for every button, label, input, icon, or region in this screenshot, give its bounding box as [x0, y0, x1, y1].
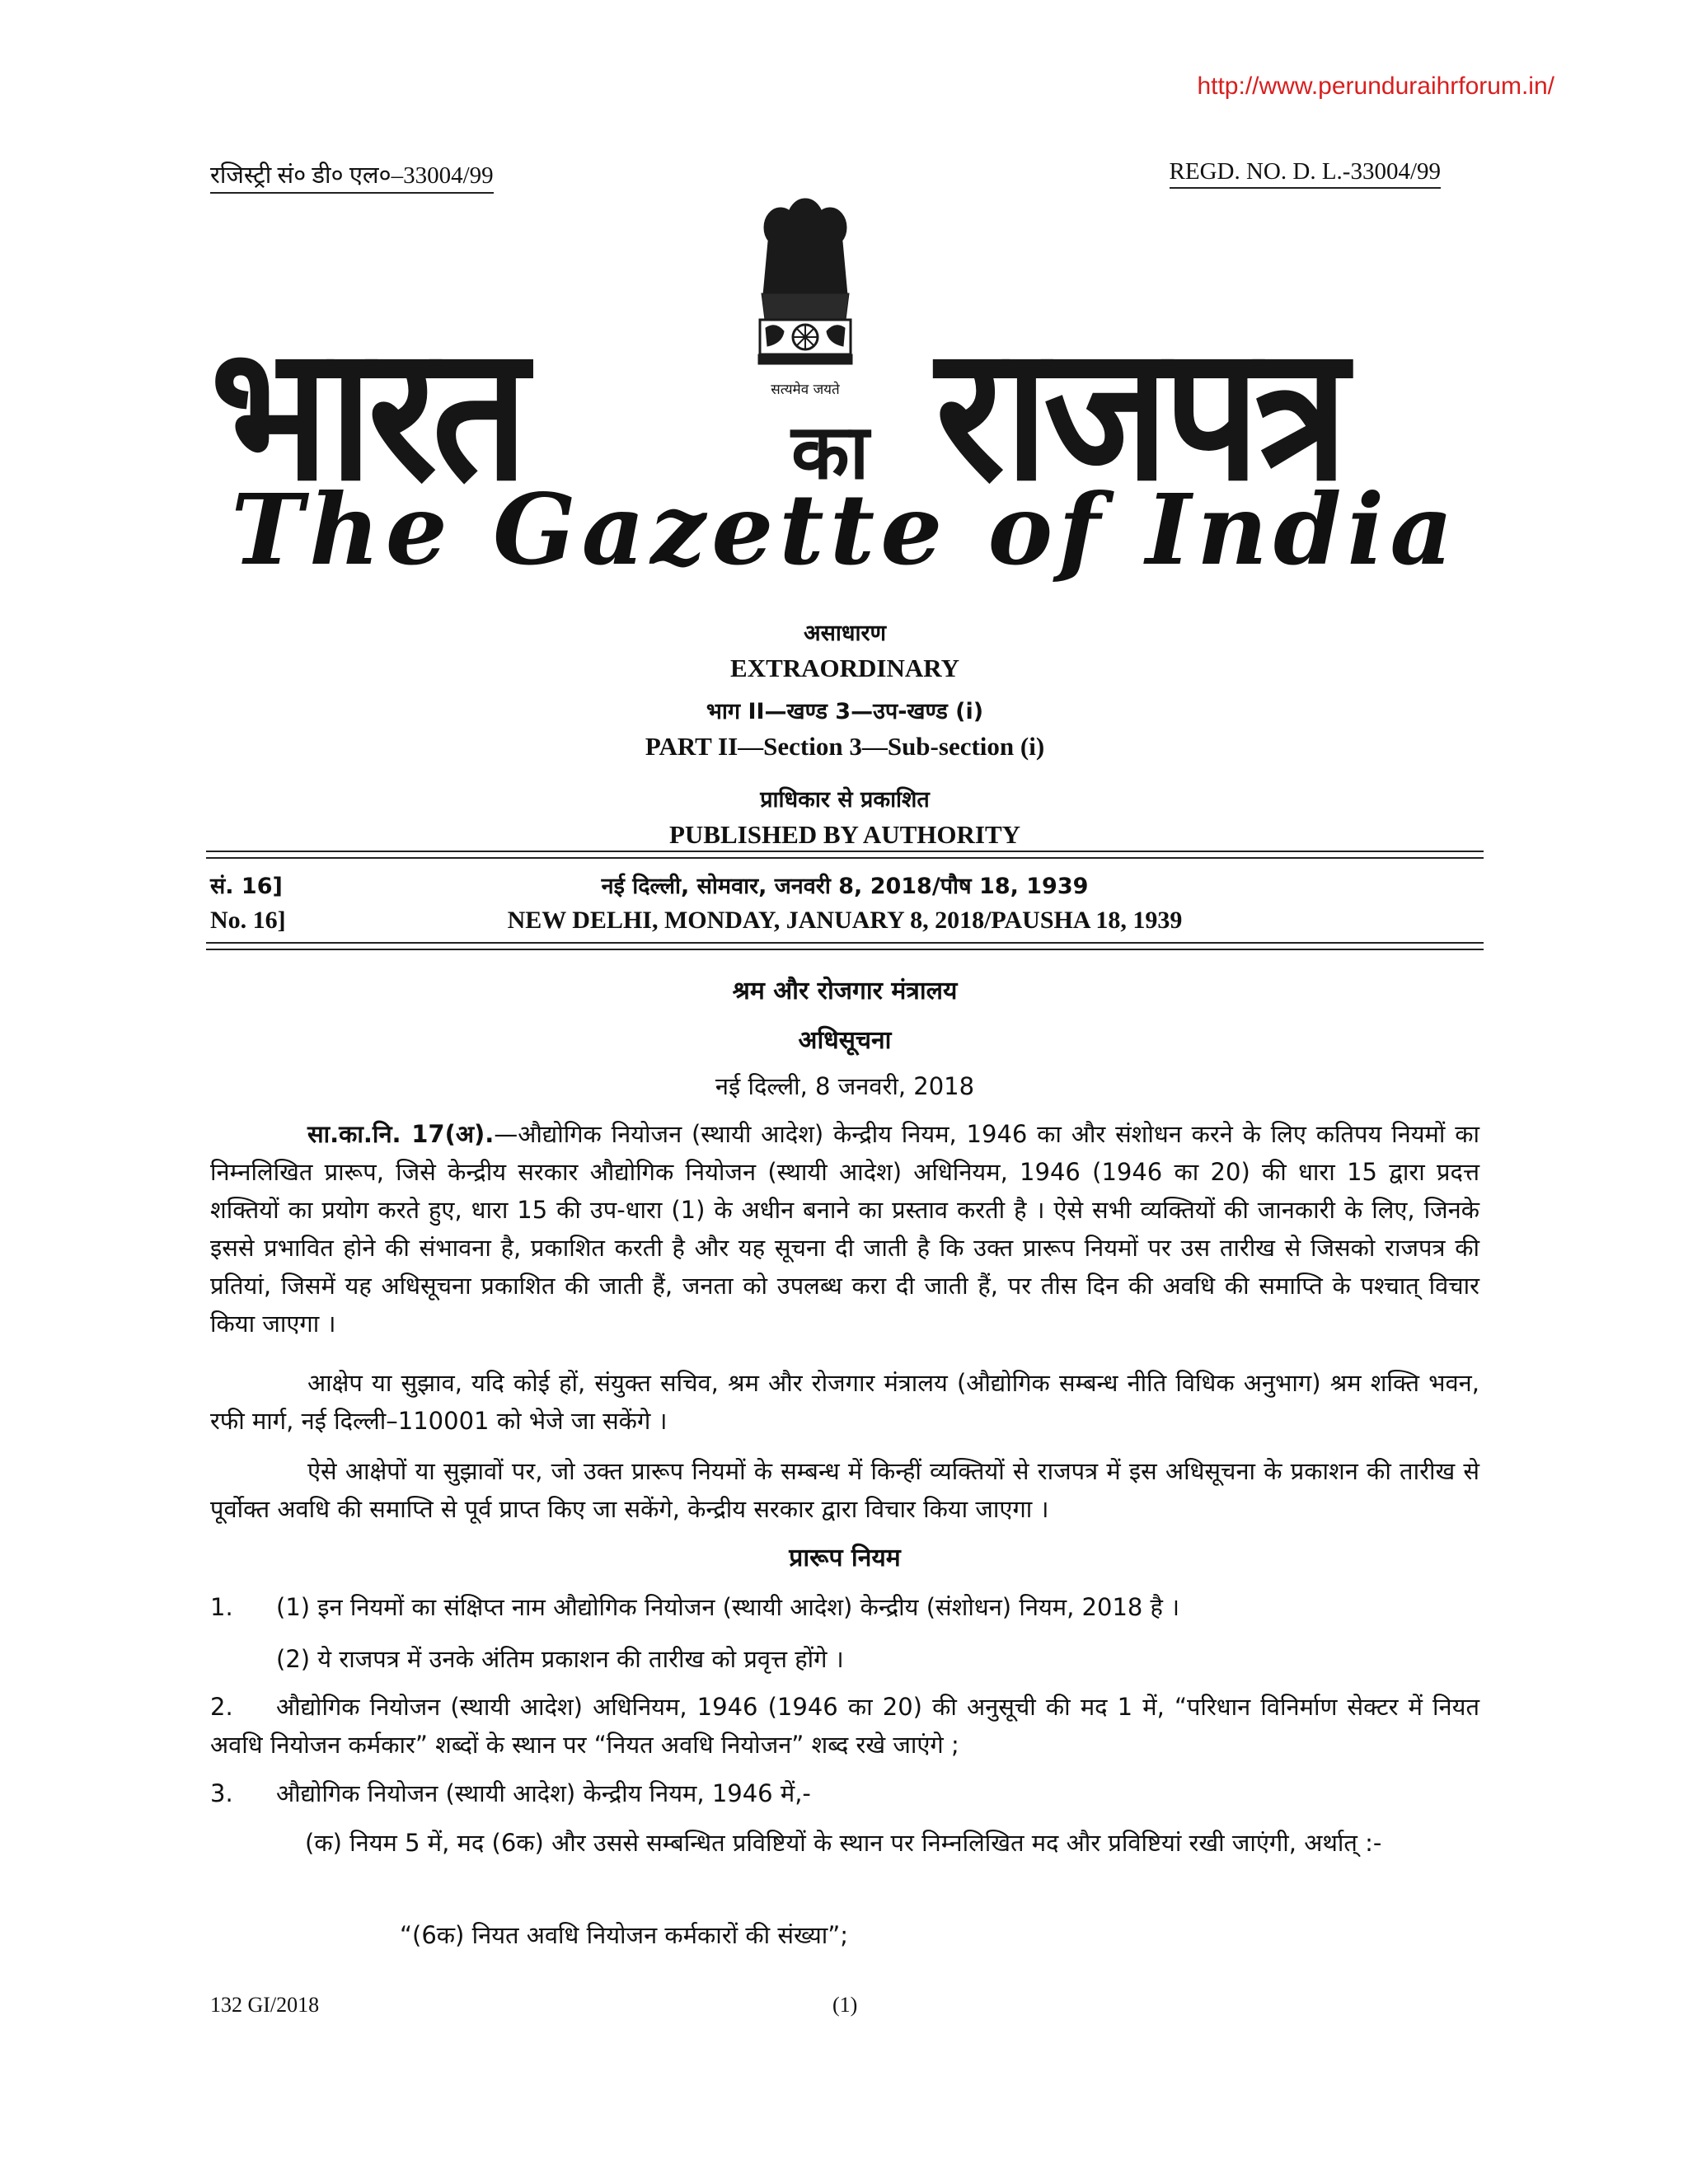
rule-number: 2.: [210, 1693, 233, 1721]
notification-paragraph-3: ऐसे आक्षेपों या सुझावों पर, जो उक्त प्रारूप नियमों के सम्बन्ध में किन्हीं व्यक्तियों से राजपत्र में इस अधिसूचना के प्रकाशन की तारीख से पूर्वोक्त अवधि की समाप्ति से पूर्व प्राप्त किए जा सकेंगे, केन्द्रीय सरकार द्वारा विचार किया जाएगा ।: [210, 1457, 1479, 1523]
emblem-motto: सत्यमेव जयते: [771, 382, 840, 398]
rule-text: (2) ये राजपत्र में उनके अंतिम प्रकाशन की तारीख को प्रवृत्त होंगे ।: [276, 1645, 844, 1673]
rule-text: औद्योगिक नियोजन (स्थायी आदेश) केन्द्रीय नियम, 1946 में,-: [276, 1779, 811, 1807]
issue-date-hindi: नई दिल्ली, सोमवार, जनवरी 8, 2018/पौष 18, 1939: [601, 874, 1089, 899]
issue-number-english: No. 16]: [210, 907, 286, 934]
rule-number: 1.: [210, 1593, 233, 1621]
gsr-number: सा.का.नि. 17(अ).: [307, 1120, 495, 1148]
rule-1-2: [210, 1640, 1479, 1678]
masthead-english: The Gazette of India: [231, 472, 1459, 587]
issue-number-hindi: सं. 16]: [210, 874, 283, 899]
published-by-authority-hindi: प्राधिकार से प्रकाशित: [760, 787, 930, 813]
rule-bottom-2: [206, 949, 1484, 950]
place-date: नई दिल्ली, 8 जनवरी, 2018: [715, 1072, 975, 1100]
rule-3-ka: (क) नियम 5 में, मद (6क) और उससे सम्बन्धित प्रविष्टियों के स्थान पर निम्नलिखित मद और प्रविष्टियां रखी जाएंगी, अर्थात् :-: [305, 1829, 1382, 1857]
draft-rules-title: प्रारूप नियम: [789, 1544, 901, 1572]
page-number: (1): [832, 1993, 858, 2017]
extraordinary-hindi: असाधारण: [803, 621, 887, 646]
rule-3: [210, 1774, 1479, 1812]
issue-date-english: NEW DELHI, MONDAY, JANUARY 8, 2018/PAUSHA 18, 1939: [507, 907, 1183, 934]
rule-text: (1) इन नियमों का संक्षिप्त नाम औद्योगिक नियोजन (स्थायी आदेश) केन्द्रीय (संशोधन) नियम, 2018 है ।: [276, 1593, 1180, 1621]
notification-paragraph-1: [210, 1115, 1479, 1343]
ministry-title: श्रम और रोजगार मंत्रालय: [732, 977, 958, 1005]
issue-line-hindi: [206, 869, 1484, 902]
rule-bottom-1: [206, 942, 1484, 944]
masthead-hindi: [210, 306, 1479, 523]
paragraph-1-text: —औद्योगिक नियोजन (स्थायी आदेश) केन्द्रीय नियम, 1946 का और संशोधन करने के लिए कतिपय नियमों का निम्नलिखित प्रारूप, जिसे केन्द्रीय सरकार औद्योगिक नियोजन (स्थायी आदेश) अधिनियम, 1946 (1946 का 20) की धारा 15 द्वारा प्रदत्त शक्तियों का प्रयोग करते हुए, धारा 15 की उप-धारा (1) के अधीन बनाने का प्रस्ताव करती है । ऐसे सभी व्यक्तियों की जानकारी के लिए, जिनके इससे प्रभावित होने की संभावना है, प्रकाशित करती है और यह सूचना दी जाती है कि उक्त प्रारूप नियमों पर उस तारीख से जिसको राजपत्र की प्रतियां, जिसमें यह अधिसूचना प्रकाशित की जाती हैं, जनता को उपलब्ध करा दी जाती हैं, पर तीस दिन की अवधि की समाप्ति के पश्चात् विचार किया जाएगा ।: [210, 1120, 1479, 1338]
rule-text: औद्योगिक नियोजन (स्थायी आदेश) अधिनियम, 1946 (1946 का 20) की अनुसूची की मद 1 में, “परिधान विनिर्माण सेक्टर में नियत अवधि नियोजन कर्मकार” शब्दों के स्थान पर “नियत अवधि नियोजन” शब्द रखे जाएंगे ;: [210, 1693, 1479, 1759]
masthead-ka: का: [791, 408, 870, 496]
registration-number-hindi: रजिस्ट्री सं० डी० एल०–33004/99: [210, 158, 494, 194]
issue-line-english: [206, 907, 1484, 940]
rule-top-1: [206, 851, 1484, 852]
part-section-english: PART II—Section 3—Sub-section (i): [645, 732, 1045, 761]
rule-3-ka-entry: “(6क) नियत अवधि नियोजन कर्मकारों की संख्या”;: [400, 1921, 849, 1949]
notification-title: अधिसूचना: [798, 1026, 892, 1055]
masthead-bharat: भारत: [210, 306, 523, 523]
masthead-rajpatra: राजपत्र: [935, 306, 1343, 523]
rule-top-2: [206, 857, 1484, 859]
part-section-hindi: भाग II—खण्ड 3—उप-खण्ड (i): [706, 699, 984, 724]
rule-number: 3.: [210, 1779, 233, 1807]
extraordinary-english: EXTRAORDINARY: [730, 654, 959, 682]
source-url-link[interactable]: http://www.perunduraihrforum.in/: [1197, 73, 1554, 100]
footer-code: 132 GI/2018: [210, 1993, 320, 2017]
rule-2: [210, 1688, 1479, 1764]
notification-paragraph-2: आक्षेप या सुझाव, यदि कोई हों, संयुक्त सचिव, श्रम और रोजगार मंत्रालय (औद्योगिक सम्बन्ध नीति विधिक अनुभाग) श्रम शक्ति भवन, रफी मार्ग, नई दिल्ली–110001 को भेजे जा सकेंगे ।: [210, 1369, 1479, 1435]
registration-number-english: REGD. NO. D. L.-33004/99: [1170, 158, 1441, 189]
rule-1-1: [210, 1588, 1479, 1626]
published-by-authority-english: PUBLISHED BY AUTHORITY: [668, 820, 1021, 849]
